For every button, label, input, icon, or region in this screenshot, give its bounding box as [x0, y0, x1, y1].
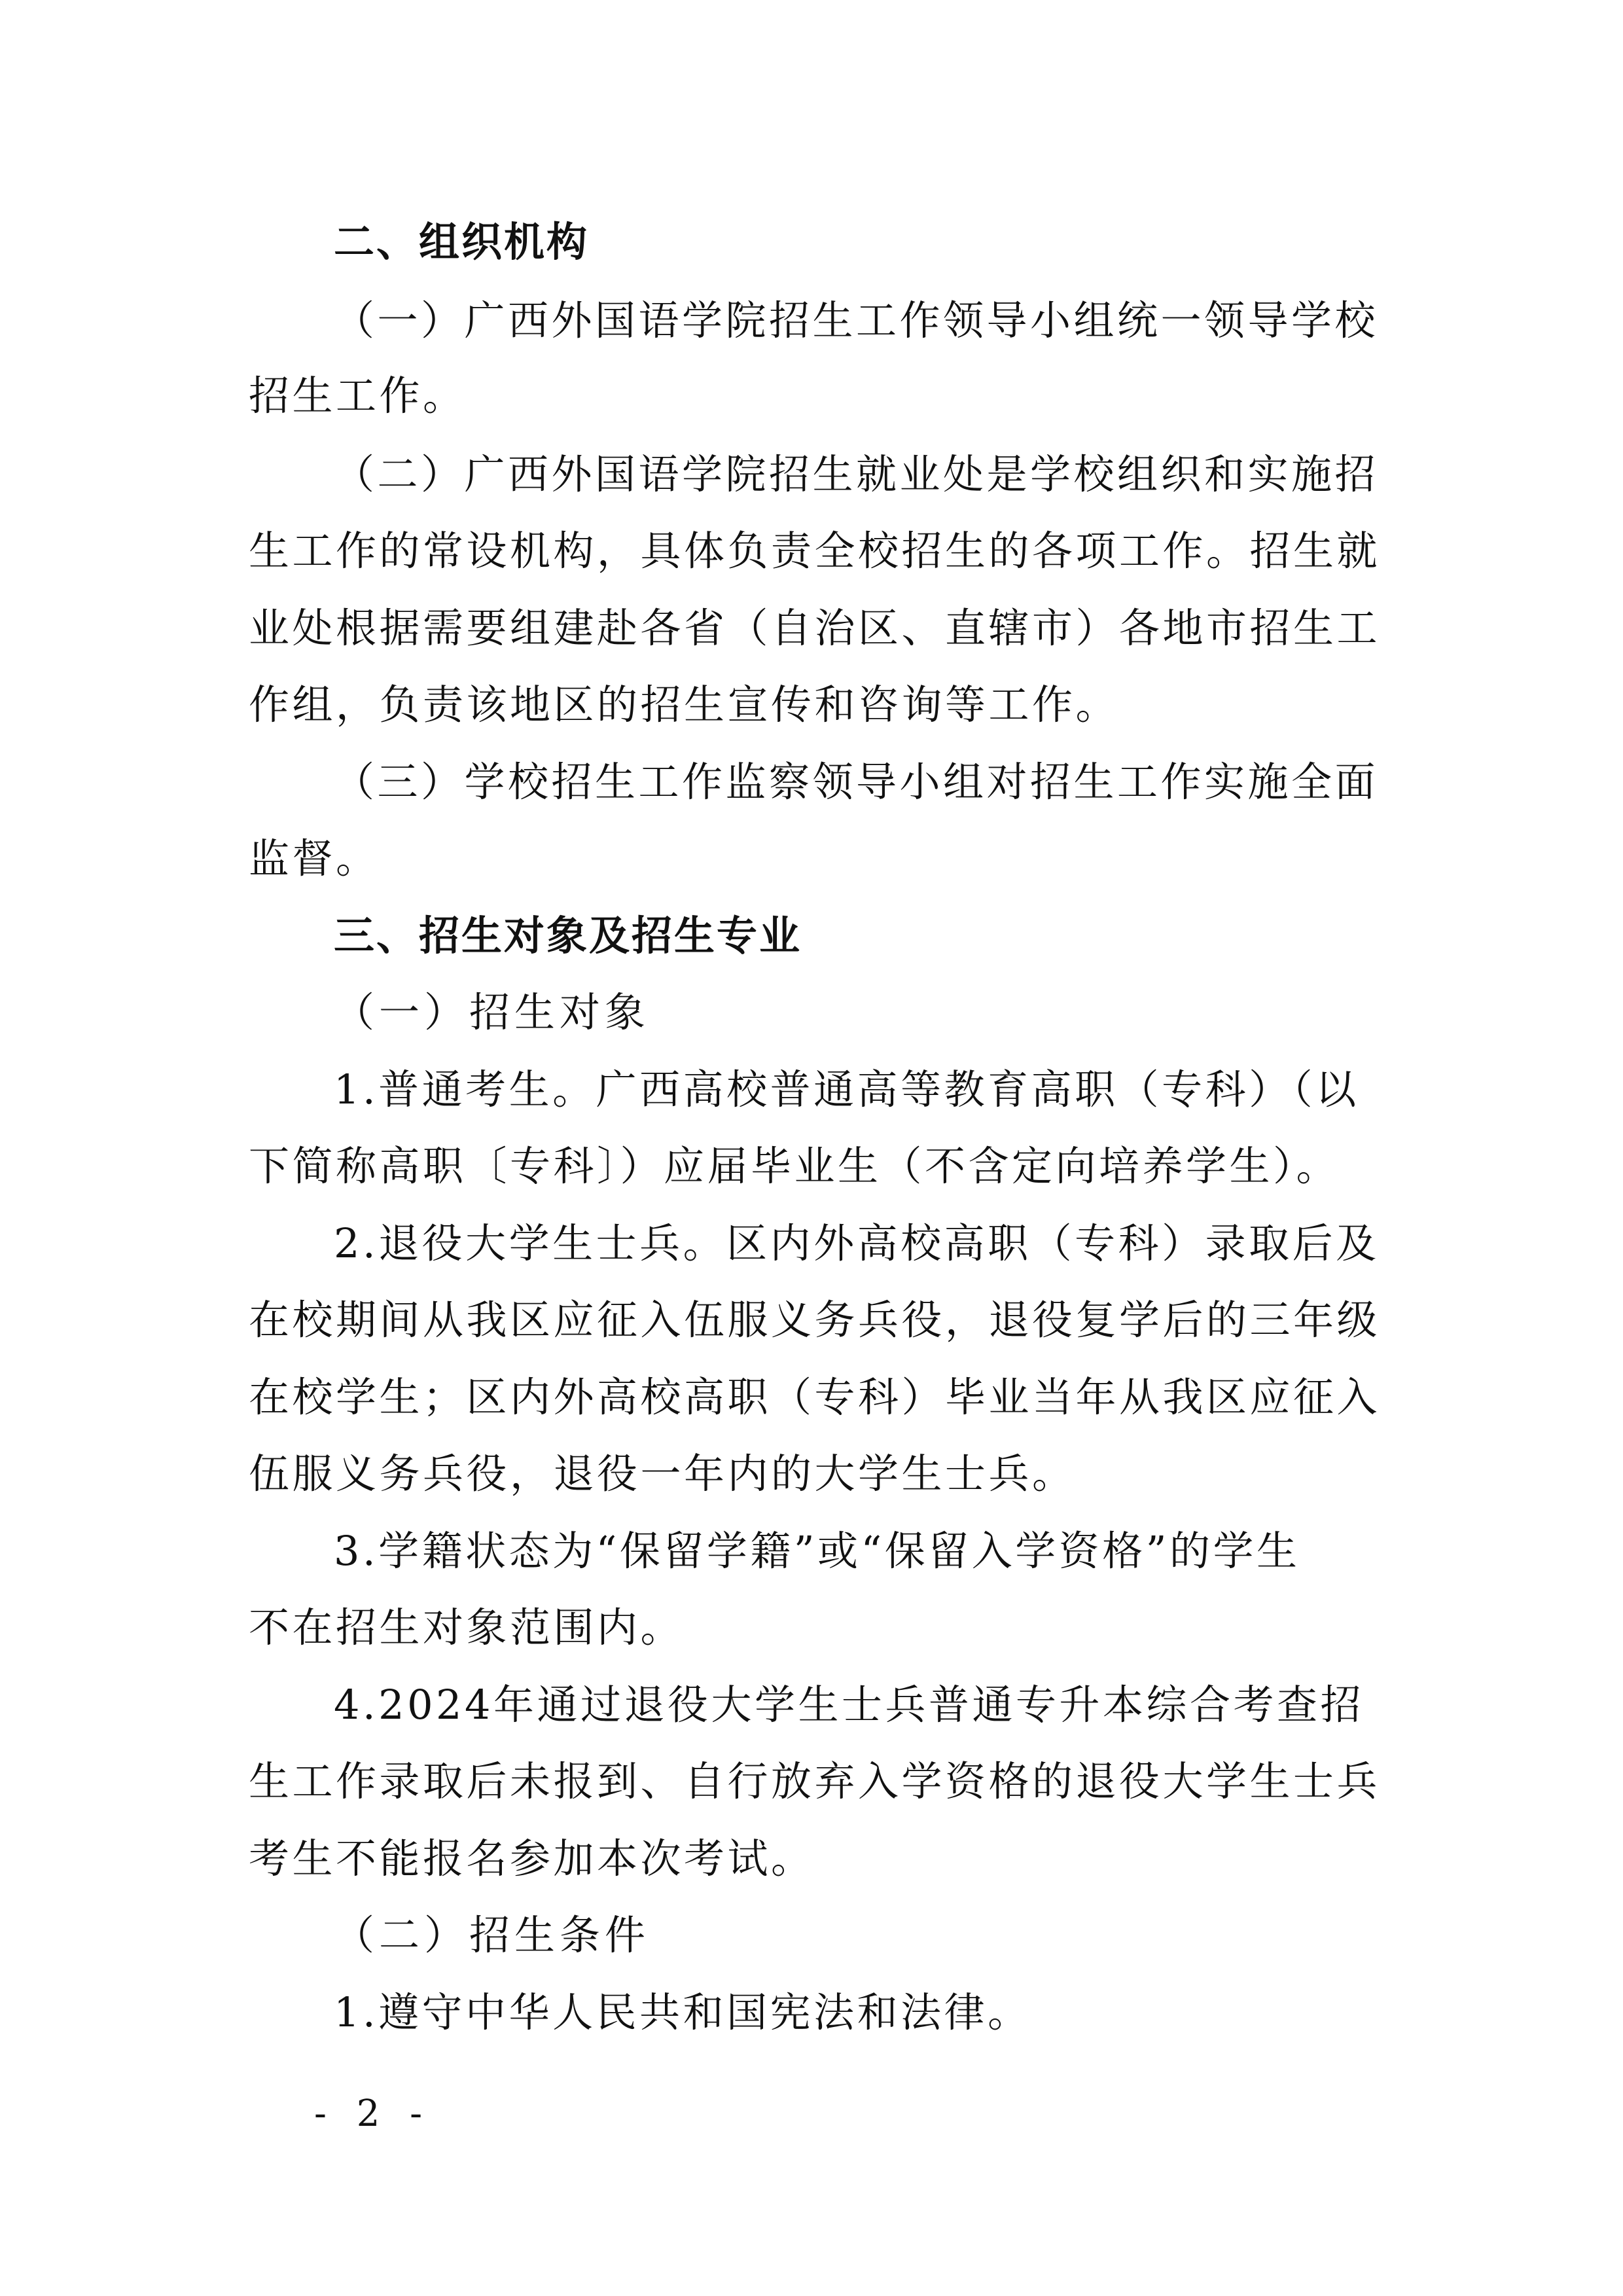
paragraph-line: 伍服义务兵役，退役一年内的大学生士兵。 — [249, 1450, 1076, 1498]
paragraph-line: 招生工作。 — [249, 372, 467, 420]
paragraph-line: （一）广西外国语学院招生工作领导小组统一领导学校 — [334, 296, 1379, 344]
paragraph-line: 3.学籍状态为“保留学籍”或“保留入学资格”的学生 — [334, 1527, 1300, 1575]
paragraph-line: 下简称高职〔专科〕）应届毕业生（不含定向培养学生）。 — [249, 1142, 1340, 1190]
paragraph-line: 监督。 — [249, 834, 380, 882]
paragraph-line: 1.普通考生。广西高校普通高等教育高职（专科）（以 — [334, 1066, 1359, 1113]
section-heading-enrollment: 三、招生对象及招生专业 — [334, 912, 802, 960]
paragraph-line: 2.退役大学生士兵。区内外高校高职（专科）录取后及 — [334, 1219, 1380, 1267]
subsection-heading-conditions: （二）招生条件 — [334, 1911, 651, 1959]
paragraph-line: 在校期间从我区应征入伍服义务兵役，退役复学后的三年级 — [249, 1296, 1381, 1344]
paragraph-line: （二）广西外国语学院招生就业处是学校组织和实施招 — [334, 450, 1379, 498]
paragraph-line: 生工作录取后未报到、自行放弃入学资格的退役大学生士兵 — [249, 1757, 1381, 1805]
paragraph-line: 考生不能报名参加本次考试。 — [249, 1835, 815, 1882]
subsection-heading-applicants: （一）招生对象 — [334, 988, 651, 1036]
paragraph-line: 4.2024年通过退役大学生士兵普通专升本综合考查招 — [334, 1681, 1364, 1729]
paragraph-line: 业处根据需要组建赴各省（自治区、直辖市）各地市招生工 — [249, 604, 1381, 652]
section-heading-organization: 二、组织机构 — [334, 218, 590, 266]
paragraph-line: （三）学校招生工作监察领导小组对招生工作实施全面 — [334, 758, 1379, 806]
paragraph-line: 作组，负责该地区的招生宣传和咨询等工作。 — [249, 681, 1120, 728]
paragraph-line: 不在招生对象范围内。 — [249, 1604, 685, 1651]
paragraph-line: 在校学生；区内外高校高职（专科）毕业当年从我区应征入 — [249, 1373, 1381, 1421]
paragraph-line: 1.遵守中华人民共和国宪法和法律。 — [334, 1988, 1031, 2036]
page-number: - 2 - — [314, 2092, 432, 2135]
paragraph-line: 生工作的常设机构，具体负责全校招生的各项工作。招生就 — [249, 527, 1381, 575]
